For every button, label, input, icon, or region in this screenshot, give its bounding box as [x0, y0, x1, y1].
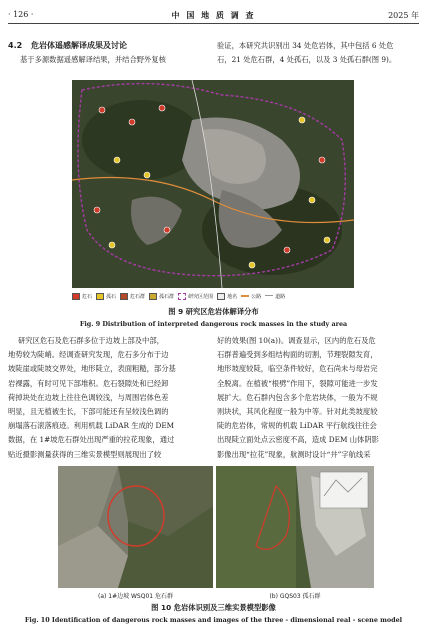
text-line: 明显，且无植被生长，下部可能还有呈较浅色调的	[8, 407, 169, 417]
legend-item: 地名	[217, 293, 237, 300]
paragraph-top-right	[217, 39, 396, 67]
text-line: 坡陡崖或陡坡交界处，地形陡立，表面粗糙，部分基	[8, 364, 176, 374]
text-line: 出现陡立面处点云密度不高，造成 DEM 山体阴影	[217, 435, 379, 445]
section-number: 4.2	[8, 41, 23, 50]
text-line: 陡的危岩体，常规的机载 LiDAR 平行航线往往会	[217, 421, 377, 431]
year: 2025 年	[388, 11, 419, 20]
text-line: 验证，本研究共识别出 34 处危岩体，其中包括 6 处危	[217, 41, 394, 50]
inset-image	[320, 472, 368, 508]
legend-item: 孤石群	[149, 293, 174, 300]
text-line: 荷掉块处在边坡上往往色调较浅，与周围岩体色差	[8, 392, 169, 402]
figure-9-map	[72, 80, 354, 288]
text-line: 全脱离。在植被“根劈”作用下，裂隙可能进一步发	[217, 378, 378, 388]
text-line: 地势较为陡峭。经调查研究发现，危石多分布于边	[8, 350, 169, 360]
text-line: 影像出现“拉花”现象，航测时设计“井”字航线采	[217, 449, 371, 459]
section-heading	[8, 40, 127, 51]
marker-swatch	[120, 293, 128, 300]
legend-item: 危石	[72, 293, 92, 300]
figure-10a-subcaption: (a) 1#边坡 WSQ01 危石群	[97, 593, 174, 600]
boundary-swatch	[178, 293, 186, 300]
legend-item: 道路	[265, 293, 285, 300]
text-line: 数据，在 1#坡危石群处出现严重的拉花现象，通过	[8, 435, 175, 445]
place-swatch	[217, 293, 225, 300]
text-line: 岩裸露，有时可见下部堆积。危石裂隙处和已经卸	[8, 378, 169, 388]
figure-10a-photo	[58, 466, 213, 588]
figure-9-caption-en: Fig. 9 Distribution of interpreted dangerous rock masses in the study area	[79, 320, 348, 328]
figure-9-caption-cn: 图 9 研究区危岩体解译分布	[168, 307, 259, 316]
figure-10-caption-en: Fig. 10 Identification of dangerous rock masses and images of the three - dimensional real - scene model	[24, 616, 403, 624]
text-line: 研究区危石及危石群多位于边坡上部及中部，	[18, 336, 164, 345]
marker-swatch	[149, 293, 157, 300]
text-line: 贴近摄影测量获得的三维实景模型则展现出了较	[8, 449, 162, 459]
legend-item: 危石群	[120, 293, 145, 300]
page-number: · 126 ·	[8, 10, 34, 19]
text-line: 则块状，其风化程度一般为中等。针对此类坡度较	[217, 407, 378, 417]
figure-10b-subcaption: (b) GQS03 孤石群	[269, 593, 321, 600]
paragraph-mid-left	[8, 334, 176, 462]
text-line: 地形坡度较陡，临空条件较好，危石尚未与母岩完	[217, 364, 378, 374]
remote-sensing-map	[72, 80, 354, 288]
highway-swatch	[241, 295, 249, 297]
text-line: 展扩大。危石群内包含多个危岩块体，一般为不规	[217, 392, 378, 402]
marker-swatch	[96, 293, 104, 300]
paragraph-mid-right	[217, 334, 379, 462]
text-line: 好的效果(图 10(a))。调查显示，区内的危石及危	[217, 336, 376, 345]
legend-item: 孤石	[96, 293, 116, 300]
text-line: 崩塌落石滚落痕迹。利用机载 LiDAR 生成的 DEM	[8, 421, 175, 431]
legend-item: 研究区范围	[178, 293, 213, 300]
journal-title: 中 国 地 质 调 查	[171, 10, 256, 20]
header-rule	[8, 23, 419, 24]
section-title: 危岩体遥感解译成果及讨论	[30, 41, 127, 50]
figure-10-caption-cn: 图 10 危岩体识别及三维实景模型影像	[151, 603, 276, 612]
paragraph-top-left	[20, 53, 166, 67]
figure-9-legend	[72, 290, 354, 302]
road-swatch	[265, 295, 273, 297]
text-line: 石，21 处危石群，4 处孤石，以及 3 处孤石群(图 9)。	[217, 55, 397, 65]
text-line: 石群普遍受到多组结构面的切割，节理裂隙发育，	[217, 350, 378, 360]
figure-10b-photo	[216, 466, 374, 588]
text-line: 基于多源数据遥感解译结果，并结合野外复核	[20, 55, 166, 64]
marker-swatch	[72, 293, 80, 300]
legend-item: 公路	[241, 293, 261, 300]
